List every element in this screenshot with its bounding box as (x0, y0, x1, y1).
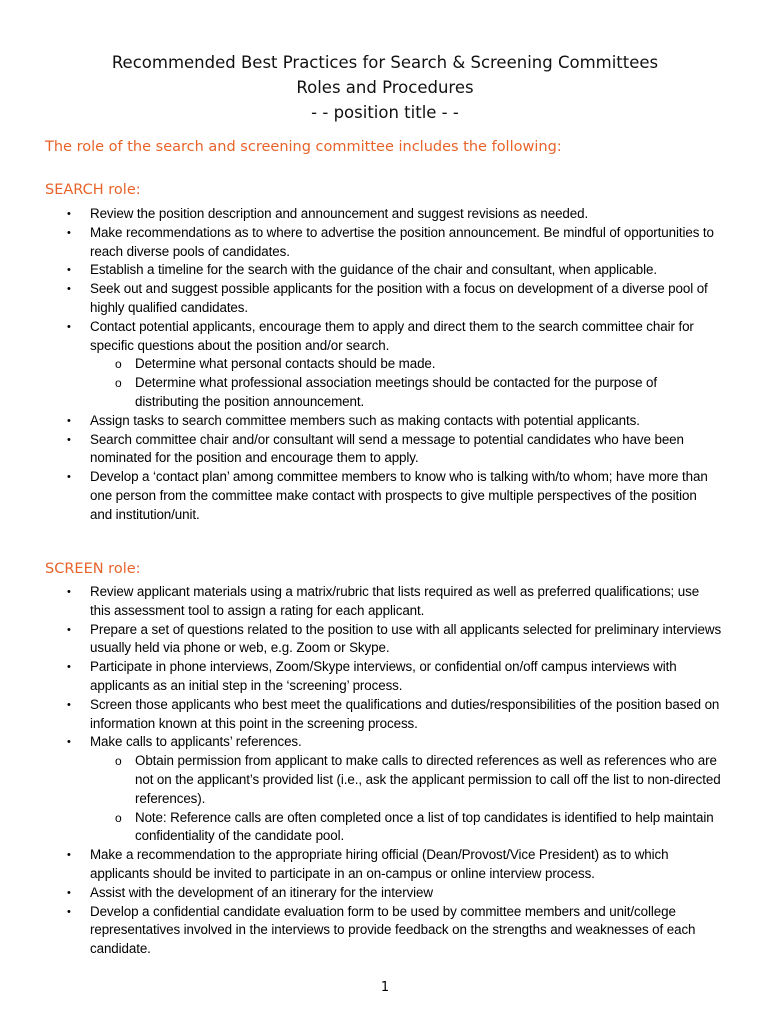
list-item (0, 696, 770, 734)
bullet-icon: • (67, 471, 71, 484)
list-item-text: Make a recommendation to the appropriate hiring official (Dean/Provost/Vice President) as to which applicants should be invited to participate in an on-campus or online interview process. (90, 847, 669, 881)
list-item (0, 884, 770, 903)
circle-bullet-icon: o (115, 376, 122, 391)
list-item (0, 658, 770, 696)
bullet-icon: • (67, 623, 71, 636)
list-item (0, 280, 770, 318)
screen-role-heading: SCREEN role: (45, 561, 141, 577)
list-item-text: Make recommendations as to where to advertise the position announcement. Be mindful of opportunities to reach diverse pools of candidates. (90, 224, 714, 259)
list-item (0, 224, 770, 262)
document-title (0, 50, 770, 125)
list-item-text: Establish a timeline for the search with the guidance of the chair and consultant, when applicable. (90, 262, 657, 278)
circle-bullet-icon: o (115, 810, 122, 825)
title-line: Recommended Best Practices for Search & Screening Committees (111, 53, 659, 72)
bullet-icon: • (67, 320, 71, 333)
screen-role-list (0, 583, 770, 959)
list-item-text: Review the position description and announcement and suggest revisions as needed. (90, 206, 589, 221)
subtitle-line: Roles and Procedures (296, 78, 474, 97)
intro-text: The role of the search and screening committee includes the following: (45, 139, 562, 155)
sub-list-item (0, 374, 770, 412)
list-item-text: Determine what professional association meetings should be contacted for the purpose of distributing the position announcement. (135, 375, 658, 409)
search-role-heading: SEARCH role: (45, 182, 141, 198)
list-item-text: Note: Reference calls are often completed once a list of top candidates is identified to help maintain confidentiality of the candidate pool. (135, 809, 714, 844)
list-item (0, 318, 770, 356)
circle-bullet-icon: o (115, 357, 122, 372)
bullet-icon: • (67, 886, 71, 899)
list-item (0, 583, 770, 621)
list-item-text: Review applicant materials using a matrix/rubric that lists required as well as preferred qualifications; use this assessment tool to assign a rating for each applicant. (90, 584, 700, 618)
list-item (0, 261, 770, 280)
list-item (0, 846, 770, 884)
list-item-text: Determine what personal contacts should be made. (135, 356, 436, 372)
bullet-icon: • (67, 905, 71, 918)
bullet-icon: • (67, 414, 71, 427)
list-item-text: Develop a confidential candidate evaluation form to be used by committee members and unit/college representatives involved in the interviews to provide feedback on the strengths and weaknesses of each candidate. (90, 903, 696, 957)
bullet-icon: • (67, 208, 71, 220)
list-item (0, 431, 770, 469)
sub-list-item (0, 752, 770, 808)
list-item-text: Make calls to applicants’ references. (90, 734, 302, 750)
list-item-text: Participate in phone interviews, Zoom/Skype interviews, or confidential on/off campus interviews with applicants as an initial step in the ‘screening’ process. (90, 659, 677, 693)
list-item-text: Assign tasks to search committee members such as making contacts with potential applicants. (90, 412, 640, 428)
bullet-icon: • (67, 586, 71, 598)
list-item (0, 468, 770, 524)
list-item-text: Obtain permission from applicant to make calls to directed references as well as references who are not on the applicant’s provided list (i.e., ask the applicant permission to call off the list to non-directed references). (135, 753, 721, 806)
search-role-list (0, 205, 770, 525)
bullet-icon: • (67, 283, 71, 296)
list-item-text: Search committee chair and/or consultant will send a message to potential candidates who have been nominated for the position and encourage them to apply. (90, 431, 684, 466)
list-item-text: Develop a ‘contact plan’ among committee members to know who is talking with/to whom; have more than one person from the committee make contact with prospects to give multiple perspectives of the position and institution/unit. (90, 469, 708, 522)
circle-bullet-icon: o (115, 754, 122, 769)
bullet-icon: • (67, 849, 71, 862)
position-title-line: - - position title - - (311, 103, 459, 122)
bullet-icon: • (67, 264, 71, 277)
bullet-icon: • (67, 433, 71, 446)
list-item-text: Contact potential applicants, encourage them to apply and direct them to the search committee chair for specific questions about the position and/or search. (90, 318, 694, 353)
bullet-icon: • (67, 698, 71, 711)
list-item (0, 621, 770, 659)
list-item (0, 412, 770, 431)
bullet-icon: • (67, 736, 71, 749)
sub-list-item (0, 809, 770, 847)
list-item-text: Seek out and suggest possible applicants for the position with a focus on development of a diverse pool of highly qualified candidates. (90, 281, 708, 315)
list-item (0, 205, 770, 224)
list-item-text: Assist with the development of an itinerary for the interview (90, 884, 433, 900)
list-item (0, 903, 770, 959)
sub-list-item (0, 355, 770, 374)
bullet-icon: • (67, 661, 71, 674)
list-item-text: Screen those applicants who best meet the qualifications and duties/responsibilities of the position based on information known at this point in the screening process. (90, 696, 720, 731)
bullet-icon: • (67, 226, 71, 239)
page-number: 1 (380, 980, 390, 995)
list-item-text: Prepare a set of questions related to the position to use with all applicants selected for preliminary interviews usually held via phone or web, e.g. Zoom or Skype. (90, 621, 722, 656)
list-item (0, 733, 770, 752)
